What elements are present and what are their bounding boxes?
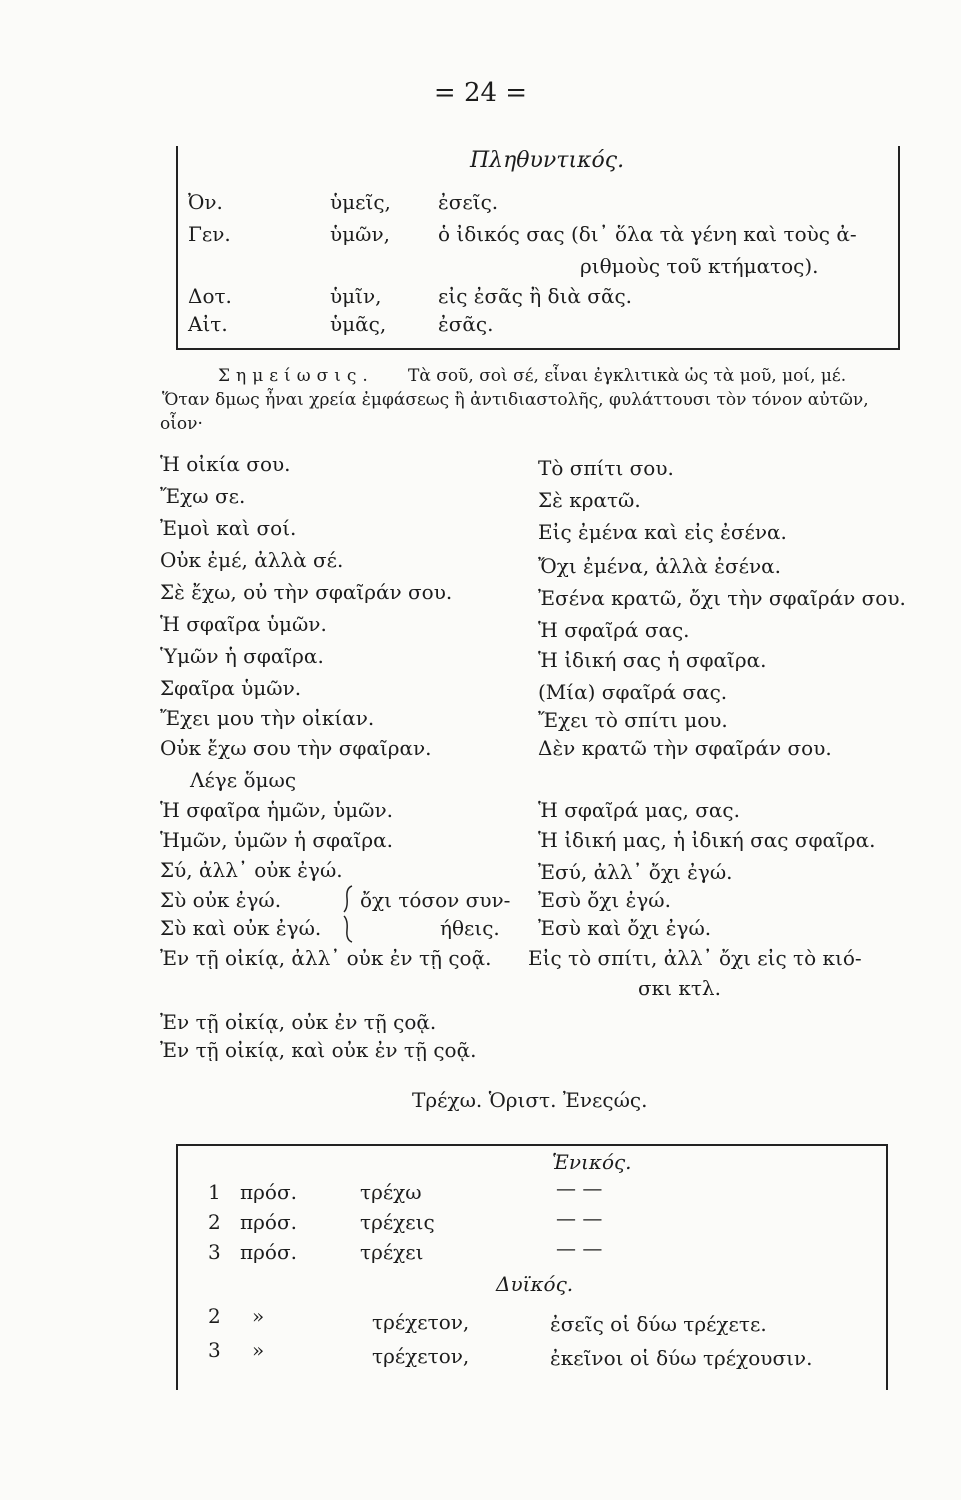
table-right-border — [898, 146, 900, 350]
person-number: 1 — [208, 1180, 221, 1204]
example-modern: Τὸ σπίτι σου. — [538, 456, 674, 480]
example-modern: Ἐσένα κρατῶ, ὄχι τὴν σφαῖράν σου. — [538, 586, 906, 610]
example-ancient: Σὺ οὐκ ἐγώ. — [160, 888, 282, 912]
example-modern: Ἔχει τὸ σπίτι μου. — [538, 708, 728, 732]
example-modern: Ἐσὺ ὄχι ἐγώ. — [538, 888, 671, 912]
example-modern: Ἡ σφαῖρά μας, σας. — [538, 798, 740, 822]
brace-icon — [342, 884, 356, 944]
case-label: Ὀν. — [188, 190, 223, 214]
case-label: Αἰτ. — [188, 312, 228, 336]
table-bottom-border — [176, 348, 900, 350]
example-modern: Ἡ ἰδική σας ἡ σφαῖρα. — [538, 648, 767, 672]
person-number: 3 — [208, 1240, 221, 1264]
bracket-note: ήθεις. — [440, 916, 500, 940]
verb-heading: Τρέχω. Ὁριστ. Ἐνεςώς. — [412, 1088, 648, 1112]
example-ancient: Ἡ σφαῖρα ἡμῶν, ὑμῶν. — [160, 798, 393, 822]
example-ancient: Ἔχω σε. — [160, 484, 246, 508]
modern-form-continued: ριθμοὺς τοῦ κτήματος). — [580, 254, 819, 278]
person-label: πρόσ. — [240, 1210, 297, 1234]
example-ancient: Σὺ καὶ οὐκ ἐγώ. — [160, 916, 322, 940]
person-number: 2 — [208, 1304, 221, 1328]
verb-modern: ἐσεῖς οἱ δύω τρέχετε. — [550, 1312, 767, 1336]
ancient-form: ὑμῶν, — [330, 222, 390, 246]
empty-dash: — — — [556, 1176, 603, 1200]
example-ancient: Σφαῖρα ὑμῶν. — [160, 676, 302, 700]
example-subheading: Λέγε ὅμως — [190, 768, 297, 792]
example-modern: Ἐσύ, ἀλλ᾽ ὄχι ἐγώ. — [538, 860, 733, 884]
empty-dash: — — — [556, 1236, 603, 1260]
example-ancient: Οὐκ ἐμέ, ἀλλὰ σέ. — [160, 548, 344, 572]
verb-table-right-border — [886, 1144, 888, 1390]
ancient-form: ὑμεῖς, — [330, 190, 391, 214]
example-modern: Ὄχι ἐμένα, ἀλλὰ ἐσένα. — [538, 554, 782, 578]
example-ancient: Ἔχει μου τὴν οἰκίαν. — [160, 706, 375, 730]
example-modern: Δὲν κρατῶ τὴν σφαῖράν σου. — [538, 736, 832, 760]
example-ancient: Ἐμοὶ καὶ σοί. — [160, 516, 297, 540]
example-ancient: Ἐν τῇ οἰκίᾳ, ἀλλ᾽ οὐκ ἐν τῇ ςοᾷ. — [160, 946, 492, 970]
singular-heading: Ἑνικός. — [552, 1150, 632, 1174]
verb-modern: ἐκεῖνοι οἱ δύω τρέχουσιν. — [550, 1346, 813, 1370]
verb-table-top-border — [176, 1144, 888, 1146]
example-ancient: Ἡ οἰκία σου. — [160, 452, 291, 476]
person-label: » — [252, 1304, 265, 1328]
ancient-form: ὑμῖν, — [330, 284, 382, 308]
note-line: Τὰ σοῦ, σοὶ σέ, εἶναι ἐγκλιτικὰ ὡς τὰ μοῦ, μοί, μέ. — [408, 366, 847, 386]
extra-line: Ἐν τῇ οἰκίᾳ, καὶ οὐκ ἐν τῇ ςοᾷ. — [160, 1038, 477, 1062]
verb-form: τρέχετον, — [372, 1310, 470, 1334]
example-ancient: Σὲ ἔχω, οὐ τὴν σφαῖράν σου. — [160, 580, 453, 604]
example-ancient: Οὐκ ἔχω σου τὴν σφαῖραν. — [160, 736, 432, 760]
case-label: Γεν. — [188, 222, 231, 246]
person-number: 3 — [208, 1338, 221, 1362]
modern-form: εἰς ἐσᾶς ἢ διὰ σᾶς. — [438, 284, 633, 308]
example-continuation: σκι κτλ. — [638, 976, 721, 1000]
dual-heading: Δυϊκός. — [496, 1272, 574, 1296]
verb-form: τρέχεις — [360, 1210, 435, 1234]
note-line: οἷον· — [160, 414, 203, 434]
example-modern: Σὲ κρατῶ. — [538, 488, 641, 512]
example-ancient: Ὑμῶν ἡ σφαῖρα. — [160, 644, 324, 668]
bracket-note: ὄχι τόσον συν- — [360, 888, 511, 912]
extra-line: Ἐν τῇ οἰκίᾳ, οὐκ ἐν τῇ ςοᾷ. — [160, 1010, 437, 1034]
verb-form: τρέχω — [360, 1180, 422, 1204]
person-label: » — [252, 1338, 265, 1362]
example-modern: Ἐσὺ καὶ ὄχι ἐγώ. — [538, 916, 712, 940]
verb-form: τρέχει — [360, 1240, 424, 1264]
example-modern: Ἡ ἰδική μας, ἡ ἰδική σας σφαῖρα. — [538, 828, 876, 852]
verb-form: τρέχετον, — [372, 1344, 470, 1368]
person-number: 2 — [208, 1210, 221, 1234]
page-number: = 24 = — [433, 78, 528, 108]
example-modern: (Μία) σφαῖρά σας. — [538, 680, 728, 704]
modern-form: ὁ ἰδικός σας (δι᾽ ὅλα τὰ γένη καὶ τοὺς ἀ- — [438, 222, 857, 246]
note-line: Ὅταν δμως ἦναι χρεία ἐμφάσεως ἢ ἀντιδιαστολῆς, φυλάττουσι τὸν τόνον αὐτῶν, — [162, 390, 869, 410]
modern-form: ἐσᾶς. — [438, 312, 494, 336]
note-label: Σημείωσις. — [218, 366, 374, 386]
person-label: πρόσ. — [240, 1180, 297, 1204]
example-modern: Εἰς ἐμένα καὶ εἰς ἐσένα. — [538, 520, 787, 544]
example-modern: Εἰς τὸ σπίτι, ἀλλ᾽ ὄχι εἰς τὸ κιό- — [528, 946, 862, 970]
case-label: Δοτ. — [188, 284, 232, 308]
table-heading: Πληθυντικός. — [470, 148, 625, 173]
ancient-form: ὑμᾶς, — [330, 312, 387, 336]
verb-table-left-border — [176, 1144, 178, 1390]
person-label: πρόσ. — [240, 1240, 297, 1264]
example-modern: Ἡ σφαῖρά σας. — [538, 618, 690, 642]
empty-dash: — — — [556, 1206, 603, 1230]
example-ancient: Ἡμῶν, ὑμῶν ἡ σφαῖρα. — [160, 828, 393, 852]
example-ancient: Ἡ σφαῖρα ὑμῶν. — [160, 612, 327, 636]
table-left-border — [176, 146, 178, 350]
modern-form: ἐσεῖς. — [438, 190, 499, 214]
example-ancient: Σύ, ἀλλ᾽ οὐκ ἐγώ. — [160, 858, 343, 882]
